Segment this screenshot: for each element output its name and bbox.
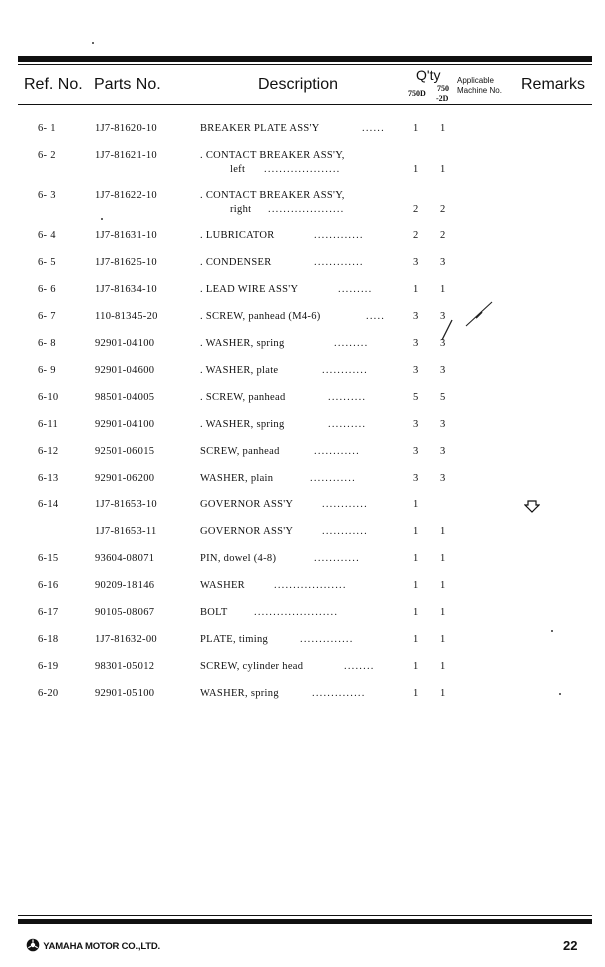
leader-dots: ..... <box>366 311 386 322</box>
ref-no: 6- 3 <box>38 190 56 201</box>
description: WASHER <box>200 580 245 591</box>
header-ref-no: Ref. No. <box>24 76 83 93</box>
ref-no: 6-18 <box>38 634 59 645</box>
qty-750d: 1 <box>413 164 419 175</box>
down-arrow-outline-icon <box>524 500 540 513</box>
part-no: 1J7-81621-10 <box>95 150 157 161</box>
ref-no: 6-10 <box>38 392 59 403</box>
part-no: 93604-08071 <box>95 553 155 564</box>
speck <box>559 693 561 695</box>
yamaha-tuning-fork-logo-icon <box>26 938 40 952</box>
footer-top-rule <box>18 919 592 924</box>
ref-no: 6- 6 <box>38 284 56 295</box>
qty-750-2d: 3 <box>440 365 446 376</box>
ref-no: 6-16 <box>38 580 59 591</box>
description: . WASHER, spring <box>200 419 285 430</box>
qty-750-2d: 1 <box>440 284 446 295</box>
leader-dots: .................... <box>264 164 341 175</box>
description: . SCREW, panhead <box>200 392 286 403</box>
ref-no: 6- 4 <box>38 230 56 241</box>
qty-750d: 1 <box>413 499 419 510</box>
qty-750d: 1 <box>413 284 419 295</box>
part-no: 98301-05012 <box>95 661 155 672</box>
qty-750d: 3 <box>413 419 419 430</box>
part-no: 92501-06015 <box>95 446 155 457</box>
qty-750d: 3 <box>413 338 419 349</box>
leader-dots: ......... <box>334 338 369 349</box>
qty-750d: 1 <box>413 526 419 537</box>
qty-750-2d: 3 <box>440 257 446 268</box>
description: WASHER, plain <box>200 473 274 484</box>
description: PLATE, timing <box>200 634 269 645</box>
leader-dots: .......... <box>328 392 367 403</box>
leader-dots: ......... <box>338 284 373 295</box>
leader-dots: .............. <box>300 634 354 645</box>
qty-750d: 5 <box>413 392 419 403</box>
speck <box>92 42 94 44</box>
description-continued: right <box>230 204 252 215</box>
ref-no: 6-15 <box>38 553 59 564</box>
leader-dots: .......... <box>328 419 367 430</box>
description: . CONTACT BREAKER ASS'Y, <box>200 190 345 201</box>
leader-dots: ...... <box>362 123 385 134</box>
qty-750d: 1 <box>413 553 419 564</box>
leader-dots: .............. <box>312 688 366 699</box>
qty-750d: 3 <box>413 257 419 268</box>
leader-dots: ............ <box>314 446 360 457</box>
part-no: 1J7-81620-10 <box>95 123 157 134</box>
page-number: 22 <box>563 938 578 953</box>
header-qty-col2-a: 750 <box>437 84 449 93</box>
ref-no: 6- 7 <box>38 311 56 322</box>
qty-750-2d: 1 <box>440 634 446 645</box>
part-no: 1J7-81653-11 <box>95 526 157 537</box>
ref-no: 6-14 <box>38 499 59 510</box>
qty-750-2d: 3 <box>440 311 446 322</box>
header-applicable: Applicable <box>457 76 494 85</box>
description: . CONDENSER <box>200 257 272 268</box>
footer-company <box>26 938 160 952</box>
qty-750d: 3 <box>413 365 419 376</box>
leader-dots: ...................... <box>254 607 339 618</box>
leader-dots: ............ <box>322 499 368 510</box>
qty-750-2d: 2 <box>440 230 446 241</box>
qty-750d: 3 <box>413 473 419 484</box>
company-name: YAMAHA MOTOR CO.,LTD. <box>43 941 160 952</box>
qty-750-2d: 1 <box>440 580 446 591</box>
leader-dots: ............ <box>322 526 368 537</box>
part-no: 92901-05100 <box>95 688 155 699</box>
qty-750-2d: 1 <box>440 123 446 134</box>
part-no: 1J7-81622-10 <box>95 190 157 201</box>
header-machine-no: Machine No. <box>457 86 502 95</box>
handwritten-check-mark <box>440 296 500 346</box>
part-no: 98501-04005 <box>95 392 155 403</box>
description: . SCREW, panhead (M4-6) <box>200 311 321 322</box>
qty-750d: 1 <box>413 688 419 699</box>
qty-750-2d: 5 <box>440 392 446 403</box>
leader-dots: ............ <box>310 473 356 484</box>
part-no: 92901-04100 <box>95 419 155 430</box>
leader-dots: ............. <box>314 257 364 268</box>
description: GOVERNOR ASS'Y <box>200 499 294 510</box>
ref-no: 6- 9 <box>38 365 56 376</box>
leader-dots: ............. <box>314 230 364 241</box>
description: PIN, dowel (4-8) <box>200 553 277 564</box>
header-top-rule <box>18 56 592 62</box>
header-top-rule-thin <box>18 64 592 65</box>
description: GOVERNOR ASS'Y <box>200 526 294 537</box>
leader-dots: ............ <box>314 553 360 564</box>
qty-750-2d: 3 <box>440 473 446 484</box>
qty-750d: 1 <box>413 123 419 134</box>
leader-dots: ................... <box>274 580 347 591</box>
ref-no: 6- 5 <box>38 257 56 268</box>
leader-dots: ........ <box>344 661 375 672</box>
part-no: 92901-06200 <box>95 473 155 484</box>
part-no: 90105-08067 <box>95 607 155 618</box>
qty-750-2d: 1 <box>440 607 446 618</box>
description: WASHER, spring <box>200 688 279 699</box>
qty-750d: 2 <box>413 204 419 215</box>
description: . CONTACT BREAKER ASS'Y, <box>200 150 345 161</box>
qty-750d: 1 <box>413 580 419 591</box>
description: . WASHER, plate <box>200 365 279 376</box>
qty-750d: 1 <box>413 634 419 645</box>
footer-top-rule-thin <box>18 915 592 916</box>
description: . LEAD WIRE ASS'Y <box>200 284 299 295</box>
leader-dots: ............ <box>322 365 368 376</box>
header-description: Description <box>258 76 339 93</box>
qty-750d: 3 <box>413 446 419 457</box>
speck <box>551 630 553 632</box>
description-continued: left <box>230 164 246 175</box>
qty-750d: 3 <box>413 311 419 322</box>
ref-no: 6-17 <box>38 607 59 618</box>
part-no: 1J7-81625-10 <box>95 257 157 268</box>
description: SCREW, panhead <box>200 446 280 457</box>
speck <box>101 218 103 220</box>
leader-dots: .................... <box>268 204 345 215</box>
ref-no: 6- 2 <box>38 150 56 161</box>
ref-no: 6- 8 <box>38 338 56 349</box>
qty-750d: 2 <box>413 230 419 241</box>
part-no: 1J7-81634-10 <box>95 284 157 295</box>
part-no: 90209-18146 <box>95 580 155 591</box>
qty-750-2d: 2 <box>440 204 446 215</box>
part-no: 1J7-81631-10 <box>95 230 157 241</box>
header-qty: Q'ty <box>416 67 441 83</box>
ref-no: 6-11 <box>38 419 59 430</box>
ref-no: 6-20 <box>38 688 59 699</box>
description: . WASHER, spring <box>200 338 285 349</box>
part-no: 1J7-81632-00 <box>95 634 157 645</box>
header-remarks: Remarks <box>521 76 586 93</box>
qty-750-2d: 3 <box>440 419 446 430</box>
description: BREAKER PLATE ASS'Y <box>200 123 320 134</box>
qty-750d: 1 <box>413 607 419 618</box>
description: SCREW, cylinder head <box>200 661 304 672</box>
ref-no: 6-13 <box>38 473 59 484</box>
qty-750-2d: 1 <box>440 526 446 537</box>
header-parts-no: Parts No. <box>94 76 161 93</box>
qty-750-2d: 1 <box>440 164 446 175</box>
qty-750-2d: 1 <box>440 661 446 672</box>
qty-750-2d: 1 <box>440 688 446 699</box>
part-no: 92901-04100 <box>95 338 155 349</box>
part-no: 110-81345-20 <box>95 311 158 322</box>
header-qty-col1: 750D <box>408 89 426 98</box>
part-no: 92901-04600 <box>95 365 155 376</box>
ref-no: 6-19 <box>38 661 59 672</box>
description: BOLT <box>200 607 228 618</box>
part-no: 1J7-81653-10 <box>95 499 157 510</box>
ref-no: 6- 1 <box>38 123 56 134</box>
qty-750d: 1 <box>413 661 419 672</box>
header-qty-col2-b: -2D <box>436 94 449 103</box>
qty-750-2d: 3 <box>440 338 446 349</box>
qty-750-2d: 1 <box>440 553 446 564</box>
description: . LUBRICATOR <box>200 230 275 241</box>
header-bottom-rule <box>18 104 592 105</box>
qty-750-2d: 3 <box>440 446 446 457</box>
ref-no: 6-12 <box>38 446 59 457</box>
